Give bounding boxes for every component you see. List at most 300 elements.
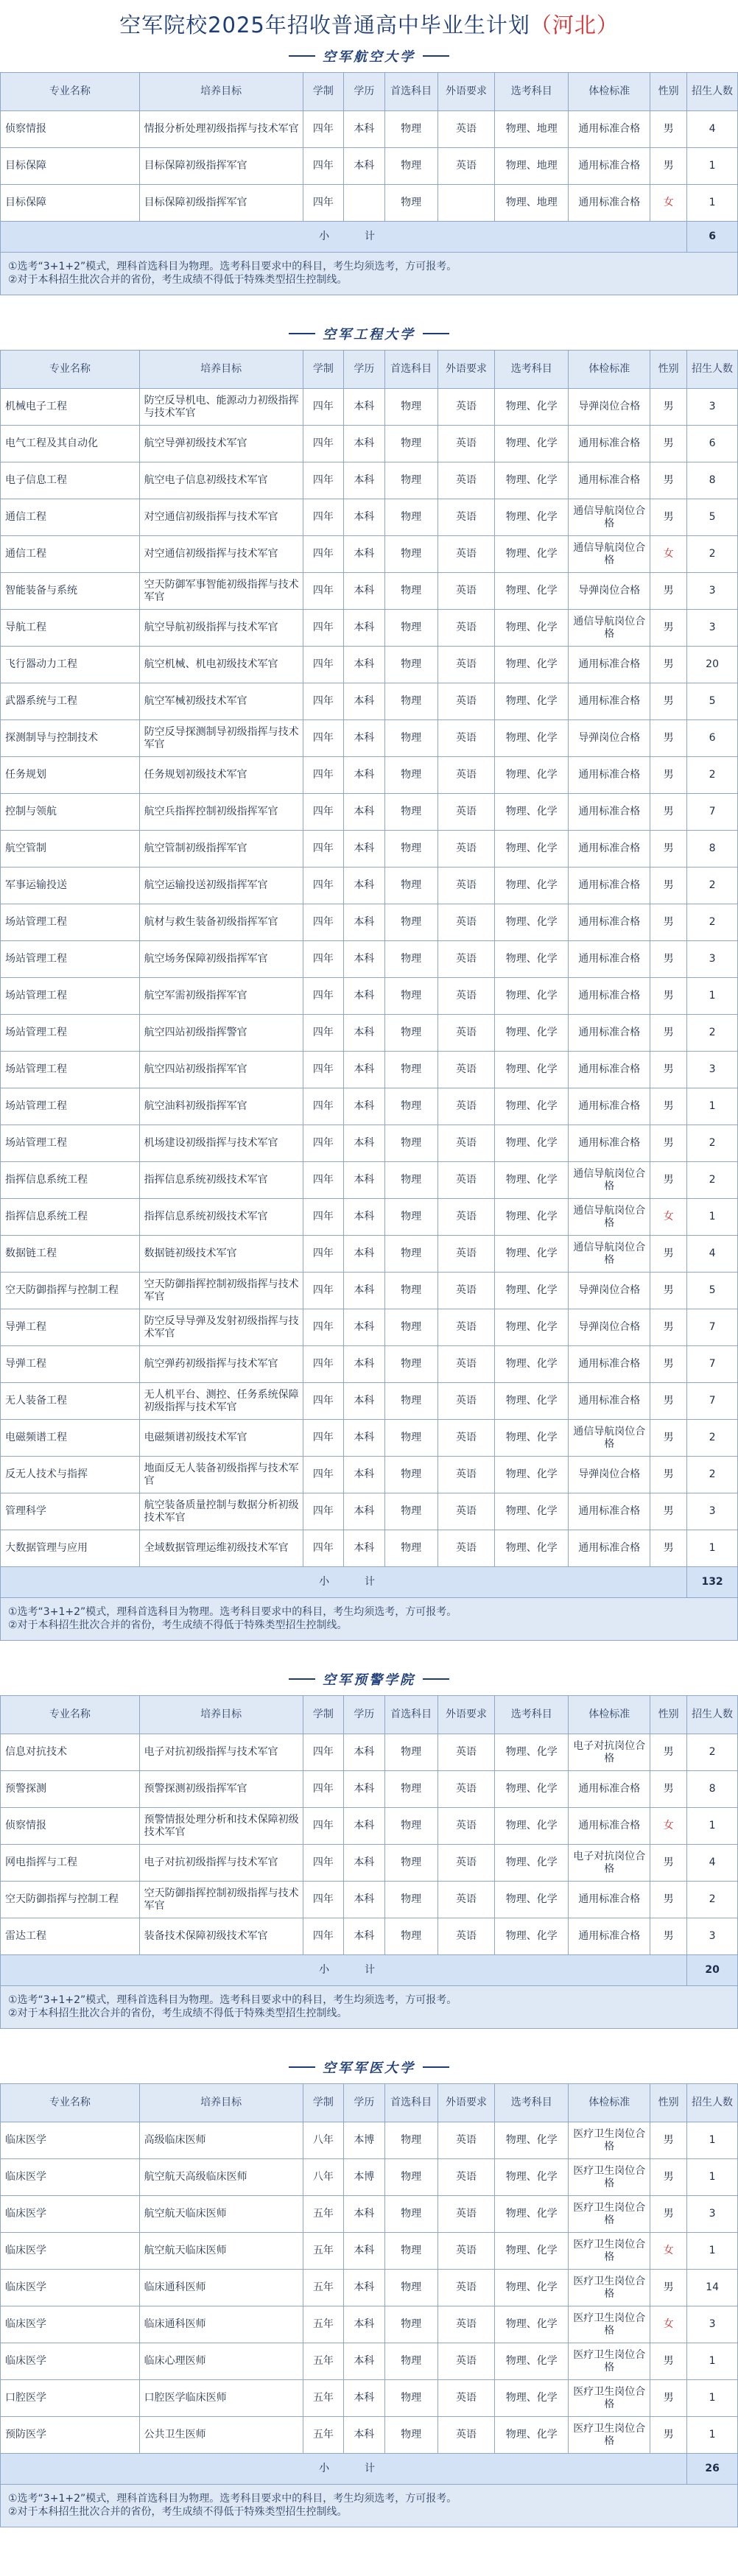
table-cell: 物理 [384,1882,437,1918]
table-cell: 航空弹药初级指挥与技术军官 [139,1346,303,1383]
table-cell: 四年 [303,831,343,868]
section-name: 空军工程大学 [323,327,415,342]
table-cell: 本科 [344,1236,384,1273]
table-cell: 英语 [437,941,495,978]
table-cell: 八年 [303,2159,343,2196]
column-header: 体检标准 [569,1696,650,1734]
table-cell: 通用标准合格 [569,1771,650,1808]
table-cell: 男 [650,2380,687,2417]
table-cell: 四年 [303,794,343,831]
column-header: 专业名称 [1,351,140,389]
table-cell: 四年 [303,941,343,978]
table-cell: 物理、化学 [495,1530,569,1567]
title-region: （河北） [530,13,619,38]
table-cell: 导弹岗位合格 [569,1273,650,1309]
table-cell: 场站管理工程 [1,1052,140,1088]
table-cell: 通用标准合格 [569,941,650,978]
table-cell: 2 [687,1125,738,1162]
table-cell: 1 [687,2343,738,2380]
table-row [1,610,738,647]
table-cell: 物理 [384,2122,437,2159]
column-header: 体检标准 [569,351,650,389]
table-cell: 指挥信息系统工程 [1,1199,140,1236]
table-cell: 物理 [384,1015,437,1052]
table-cell: 军事运输投送 [1,868,140,904]
table-cell: 英语 [437,1162,495,1199]
table-cell: 本科 [344,462,384,499]
table-cell: 英语 [437,426,495,462]
column-header: 招生人数 [687,351,738,389]
table-row [1,1771,738,1808]
table-cell: 通用标准合格 [569,647,650,683]
table-row [1,1845,738,1882]
table-cell: 电子对抗岗位合格 [569,1845,650,1882]
table-cell: 男 [650,610,687,647]
table-cell: 3 [687,941,738,978]
table-cell: 物理、化学 [495,1845,569,1882]
table-cell: 物理 [384,1734,437,1771]
table-cell: 无人装备工程 [1,1383,140,1420]
table-cell: 四年 [303,647,343,683]
table-row [1,2343,738,2380]
table-cell: 四年 [303,904,343,941]
table-cell: 1 [687,2380,738,2417]
table-cell: 英语 [437,1236,495,1273]
table-cell: 物理、化学 [495,426,569,462]
table-cell: 物理、地理 [495,111,569,148]
table-cell: 本科 [344,573,384,610]
table-cell: 男 [650,831,687,868]
table-cell: 四年 [303,1236,343,1273]
table-row [1,389,738,426]
column-header: 首选科目 [384,351,437,389]
table-cell: 男 [650,1530,687,1567]
table-cell: 英语 [437,2122,495,2159]
table-cell: 通信导航岗位合格 [569,610,650,647]
table-cell: 四年 [303,148,343,185]
table-cell: 防空反导导弹及发射初级指挥与技术军官 [139,1309,303,1346]
table-cell: 场站管理工程 [1,941,140,978]
table-cell: 6 [687,720,738,757]
table-cell: 四年 [303,1734,343,1771]
table-cell: 通用标准合格 [569,1015,650,1052]
table-cell: 1 [687,185,738,222]
table-cell: 物理、化学 [495,2159,569,2196]
column-header: 学历 [344,351,384,389]
table-cell: 临床通科医师 [139,2306,303,2343]
table-cell: 四年 [303,1346,343,1383]
table-cell: 物理、化学 [495,2417,569,2454]
table-row [1,831,738,868]
table-cell: 物理 [384,462,437,499]
section-notes [0,253,738,295]
table-cell: 本科 [344,1088,384,1125]
table-row [1,1918,738,1955]
table-cell: 通用标准合格 [569,1493,650,1530]
school-section [0,40,738,317]
table-cell: 全域数据管理运维初级技术军官 [139,1530,303,1567]
column-header: 学历 [344,73,384,111]
table-cell: 通用标准合格 [569,831,650,868]
table-cell: 临床心理医师 [139,2343,303,2380]
table-cell [437,185,495,222]
title-dash-right [423,2066,449,2068]
table-cell: 本科 [344,499,384,536]
table-cell: 航空管制 [1,831,140,868]
table-cell: 7 [687,1309,738,1346]
table-cell: 物理、地理 [495,148,569,185]
table-cell: 导弹岗位合格 [569,1309,650,1346]
table-row [1,1808,738,1845]
table-cell: 物理 [384,2380,437,2417]
column-header: 性别 [650,2084,687,2122]
section-title [0,1663,738,1695]
table-cell: 本科 [344,1457,384,1493]
table-cell: 物理、化学 [495,1346,569,1383]
table-row [1,185,738,222]
table-cell: 物理、化学 [495,1420,569,1457]
table-cell: 场站管理工程 [1,1125,140,1162]
table-cell: 2 [687,1457,738,1493]
table-cell: 四年 [303,1457,343,1493]
table-cell: 物理、化学 [495,1236,569,1273]
table-cell: 通用标准合格 [569,1530,650,1567]
table-cell: 本科 [344,389,384,426]
table-cell: 物理 [384,978,437,1015]
table-cell: 20 [687,647,738,683]
table-cell: 四年 [303,1808,343,1845]
table-cell: 本科 [344,757,384,794]
table-cell: 男 [650,868,687,904]
table-cell: 航空场务保障初级指挥军官 [139,941,303,978]
table-cell: 女 [650,536,687,573]
subtotal-label: 小计 [1,222,687,253]
table-cell: 1 [687,2159,738,2196]
table-cell: 雷达工程 [1,1918,140,1955]
column-header: 外语要求 [437,351,495,389]
table-cell: 英语 [437,1882,495,1918]
table-cell: 物理 [384,2196,437,2233]
table-cell: 四年 [303,1918,343,1955]
table-cell: 物理、化学 [495,683,569,720]
table-cell: 物理、化学 [495,941,569,978]
column-header: 选考科目 [495,1696,569,1734]
table-row [1,1493,738,1530]
table-cell: 通用标准合格 [569,111,650,148]
table-cell: 英语 [437,978,495,1015]
table-cell: 男 [650,1383,687,1420]
table-cell: 物理、化学 [495,1199,569,1236]
table-cell: 男 [650,1236,687,1273]
table-cell: 空天防御指挥控制初级指挥与技术军官 [139,1882,303,1918]
table-cell: 物理、化学 [495,757,569,794]
table-cell: 物理、化学 [495,1734,569,1771]
table-cell: 临床医学 [1,2270,140,2306]
table-cell: 物理 [384,536,437,573]
plan-table [0,1695,738,1986]
table-cell: 8 [687,462,738,499]
table-cell: 四年 [303,536,343,573]
table-cell: 英语 [437,462,495,499]
table-cell: 物理 [384,1457,437,1493]
table-cell: 医疗卫生岗位合格 [569,2159,650,2196]
table-cell: 物理 [384,1346,437,1383]
table-cell: 目标保障 [1,148,140,185]
table-cell: 英语 [437,2196,495,2233]
subtotal-row [1,1955,738,1986]
table-cell: 通用标准合格 [569,757,650,794]
table-cell: 场站管理工程 [1,1015,140,1052]
table-cell: 通信导航岗位合格 [569,536,650,573]
table-cell: 3 [687,2196,738,2233]
subtotal-value: 20 [687,1955,738,1986]
table-row [1,647,738,683]
table-cell: 本科 [344,536,384,573]
table-cell: 英语 [437,1845,495,1882]
table-cell: 男 [650,2270,687,2306]
table-row [1,462,738,499]
column-header: 培养目标 [139,1696,303,1734]
table-cell: 网电指挥与工程 [1,1845,140,1882]
table-cell: 医疗卫生岗位合格 [569,2306,650,2343]
school-section [0,1663,738,2051]
table-cell: 物理 [384,683,437,720]
table-cell: 英语 [437,904,495,941]
section-gap [0,2029,738,2051]
table-cell: 男 [650,794,687,831]
section-notes [0,2485,738,2527]
table-cell: 通用标准合格 [569,683,650,720]
table-cell: 7 [687,794,738,831]
table-cell: 五年 [303,2233,343,2270]
table-cell: 物理 [384,1383,437,1420]
table-cell: 男 [650,1457,687,1493]
table-cell: 2 [687,1734,738,1771]
table-cell: 四年 [303,1420,343,1457]
table-cell: 航空航天高级临床医师 [139,2159,303,2196]
table-cell: 英语 [437,2343,495,2380]
table-cell: 男 [650,757,687,794]
table-cell: 电磁频谱初级技术军官 [139,1420,303,1457]
table-row [1,573,738,610]
table-cell: 本科 [344,148,384,185]
table-cell: 临床医学 [1,2196,140,2233]
table-cell: 2 [687,1162,738,1199]
table-cell: 医疗卫生岗位合格 [569,2270,650,2306]
table-cell: 男 [650,426,687,462]
table-cell: 空天防御指挥控制初级指挥与技术军官 [139,1273,303,1309]
table-cell: 临床通科医师 [139,2270,303,2306]
plan-table [0,72,738,253]
table-cell: 男 [650,1420,687,1457]
table-cell: 物理 [384,111,437,148]
table-cell: 男 [650,111,687,148]
table-cell: 航空运输投送初级指挥军官 [139,868,303,904]
table-cell: 英语 [437,1771,495,1808]
table-cell: 物理 [384,1273,437,1309]
table-cell: 本科 [344,1530,384,1567]
table-row [1,1236,738,1273]
table-cell: 通用标准合格 [569,1346,650,1383]
table-cell: 物理、化学 [495,1808,569,1845]
table-cell: 四年 [303,1771,343,1808]
title-dash-right [423,55,449,57]
table-cell: 男 [650,1493,687,1530]
table-row [1,1346,738,1383]
table-cell: 男 [650,1771,687,1808]
table-cell: 本科 [344,610,384,647]
table-cell: 高级临床医师 [139,2122,303,2159]
table-row [1,1882,738,1918]
table-cell: 4 [687,1845,738,1882]
table-cell: 四年 [303,1052,343,1088]
table-cell: 任务规划 [1,757,140,794]
table-row [1,904,738,941]
section-gap [0,295,738,317]
table-cell: 5 [687,683,738,720]
section-notes [0,1986,738,2029]
table-cell: 物理 [384,1125,437,1162]
table-cell: 本科 [344,1162,384,1199]
table-cell: 英语 [437,499,495,536]
note-line: ①选考“3+1+2”模式，理科首选科目为物理。选考科目要求中的科目，考生均须选考，方可报考。 [8,1606,457,1618]
table-cell: 男 [650,1125,687,1162]
table-cell: 英语 [437,1052,495,1088]
table-cell: 本科 [344,1052,384,1088]
table-cell: 1 [687,2233,738,2270]
table-row [1,683,738,720]
table-cell: 口腔医学 [1,2380,140,2417]
table-cell: 英语 [437,111,495,148]
table-cell: 航空四站初级指挥警官 [139,1015,303,1052]
table-cell: 航空管制初级指挥军官 [139,831,303,868]
table-cell: 4 [687,1236,738,1273]
table-cell: 物理、化学 [495,2343,569,2380]
table-cell: 预警情报处理分析和技术保障初级技术军官 [139,1808,303,1845]
table-cell: 物理 [384,2159,437,2196]
section-name: 空军预警学院 [323,1672,415,1688]
table-cell: 英语 [437,1493,495,1530]
table-cell: 物理、化学 [495,2122,569,2159]
table-cell: 航空四站初级指挥军官 [139,1052,303,1088]
table-cell: 数据链工程 [1,1236,140,1273]
title-dash-left [289,2066,315,2068]
table-cell: 航空装备质量控制与数据分析初级技术军官 [139,1493,303,1530]
table-cell: 男 [650,1845,687,1882]
table-cell: 物理、化学 [495,1383,569,1420]
table-row [1,2196,738,2233]
table-cell: 指挥信息系统初级技术军官 [139,1162,303,1199]
table-cell: 通用标准合格 [569,1808,650,1845]
table-cell: 英语 [437,2270,495,2306]
table-row [1,2380,738,2417]
table-cell: 通用标准合格 [569,1882,650,1918]
table-cell: 四年 [303,185,343,222]
table-cell: 通用标准合格 [569,185,650,222]
table-cell: 物理、化学 [495,462,569,499]
note-line: ②对于本科招生批次合并的省份，考生成绩不得低于特殊类型招生控制线。 [8,2506,348,2518]
table-cell: 物理、化学 [495,1309,569,1346]
table-cell: 物理 [384,794,437,831]
table-cell: 目标保障 [1,185,140,222]
table-cell: 英语 [437,794,495,831]
table-cell: 四年 [303,499,343,536]
table-cell: 物理、化学 [495,2270,569,2306]
table-cell: 物理 [384,904,437,941]
table-cell: 男 [650,1088,687,1125]
table-cell: 空天防御指挥与控制工程 [1,1273,140,1309]
table-cell: 对空通信初级指挥与技术军官 [139,536,303,573]
table-cell: 英语 [437,1015,495,1052]
table-cell: 物理 [384,2233,437,2270]
table-cell: 男 [650,389,687,426]
sections-container [0,40,738,2527]
table-cell: 导弹岗位合格 [569,573,650,610]
table-row [1,1162,738,1199]
table-cell: 通用标准合格 [569,1383,650,1420]
table-cell: 物理 [384,647,437,683]
table-cell: 临床医学 [1,2122,140,2159]
table-cell: 航空油料初级指挥军官 [139,1088,303,1125]
table-cell: 四年 [303,683,343,720]
table-cell: 英语 [437,1346,495,1383]
table-cell: 任务规划初级技术军官 [139,757,303,794]
title-dash-right [423,1678,449,1680]
table-cell: 四年 [303,1273,343,1309]
table-cell: 四年 [303,868,343,904]
table-cell: 本科 [344,2380,384,2417]
table-row [1,148,738,185]
table-cell: 本科 [344,941,384,978]
table-cell: 本科 [344,1309,384,1346]
table-cell: 1 [687,2122,738,2159]
column-header: 首选科目 [384,73,437,111]
column-header: 培养目标 [139,73,303,111]
table-cell: 物理 [384,1162,437,1199]
table-cell: 英语 [437,2380,495,2417]
table-cell: 四年 [303,1125,343,1162]
table-cell: 2 [687,1882,738,1918]
table-cell: 航材与救生装备初级指挥军官 [139,904,303,941]
table-cell: 物理、化学 [495,1493,569,1530]
document-title [0,0,738,40]
title-main: 空军院校2025年招收普通高中毕业生计划 [119,13,530,38]
table-row [1,2159,738,2196]
table-cell: 7 [687,1346,738,1383]
table-cell: 4 [687,111,738,148]
table-cell: 女 [650,1199,687,1236]
table-cell: 男 [650,1052,687,1088]
table-cell: 本科 [344,2270,384,2306]
table-cell: 男 [650,978,687,1015]
table-cell: 四年 [303,462,343,499]
table-cell: 3 [687,389,738,426]
column-header: 外语要求 [437,2084,495,2122]
column-header: 招生人数 [687,73,738,111]
table-cell: 物理、地理 [495,185,569,222]
table-cell: 男 [650,148,687,185]
table-cell: 四年 [303,1845,343,1882]
table-cell: 物理 [384,2270,437,2306]
table-cell: 8 [687,1771,738,1808]
column-header: 专业名称 [1,2084,140,2122]
table-cell: 物理、化学 [495,2380,569,2417]
table-cell: 男 [650,573,687,610]
table-cell: 防空反导探测制导初级指挥与技术军官 [139,720,303,757]
table-cell: 本科 [344,1420,384,1457]
table-cell: 数据链初级技术军官 [139,1236,303,1273]
table-row [1,2306,738,2343]
